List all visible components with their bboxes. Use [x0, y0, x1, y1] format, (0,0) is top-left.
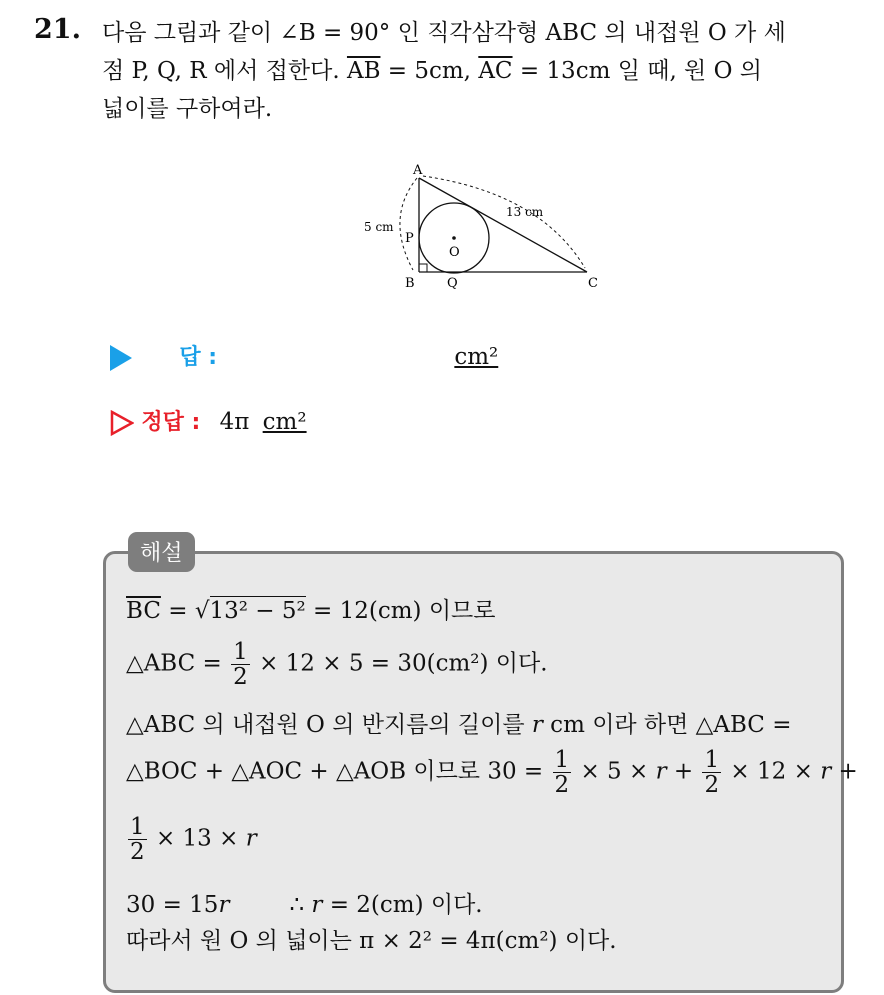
arc-ac: [423, 176, 585, 268]
solution-line-1: $\overline{BC} = √13^2 - 5^2 = 12(cm)$ 이므로: [126, 598, 496, 624]
solution-line-7: 따라서 원 O 의 넓이는 π × 2² = 4π(cm²) 이다.: [126, 928, 617, 954]
right-angle-mark: [419, 264, 427, 272]
question-line-3: 넓이를 구하여라.: [102, 96, 273, 122]
correct-answer-value: 4π: [219, 409, 250, 435]
side-ac: [419, 178, 587, 272]
label-Q: Q: [447, 276, 458, 291]
answer-row: [110, 340, 498, 371]
segment-ac: $\overline{AC}$: [478, 58, 513, 84]
label-ab-length: 5 cm: [364, 220, 394, 234]
label-O: O: [449, 245, 460, 260]
correct-answer-label: 정답 :: [141, 410, 201, 435]
question-number: 21.: [34, 14, 81, 45]
solution-line-4: △BOC + △AOC + △AOB 이므로 30 = $\frac{1}{2}$ × 5 × r + $\frac{1}{2}$ × 12 × r +: [126, 747, 858, 798]
label-C: C: [588, 276, 598, 291]
segment-ab: $\overline{AB}$: [346, 58, 381, 84]
arc-ab: [400, 178, 417, 270]
question-text: [102, 14, 862, 128]
label-ac-length: 13 cm: [506, 205, 544, 219]
solution-line-3: △ABC 의 내접원 O 의 반지름의 길이를 r cm 이라 하면 △ABC =: [126, 712, 792, 738]
answer-unit: cm²: [454, 344, 499, 370]
label-P: P: [405, 231, 414, 246]
solution-line-2: △ABC = $\frac{1}{2}$ × 12 × 5 = 30(cm²) 이다.: [126, 639, 548, 690]
solution-line-5: $\frac{1}{2}$ × 13 × r: [130, 814, 257, 865]
label-B: B: [405, 276, 415, 291]
solution-line-6: 30 = 15r ∴ r = 2(cm) 이다.: [126, 892, 483, 918]
question-line-2: 점 P, Q, R 에서 접한다. $\overline{AB} = 5cm$, $\overline{AC} = 13cm$ 일 때, 원 O 의: [102, 58, 762, 84]
play-icon: [110, 345, 132, 371]
triangle-figure: [355, 158, 615, 293]
play-outline-icon: [110, 410, 134, 436]
solution-badge: 해설: [128, 532, 195, 572]
correct-answer-unit: cm²: [262, 409, 307, 435]
correct-answer-row: [110, 405, 307, 436]
fraction-half: $\frac{1}{2}$: [233, 639, 248, 690]
answer-label: 답 :: [179, 345, 218, 370]
question-line-1: 다음 그림과 같이 ∠B = 90° 인 직각삼각형 ABC 의 내접원 O 가 세: [102, 20, 786, 46]
label-A: A: [413, 163, 423, 178]
center-dot: [452, 236, 456, 240]
